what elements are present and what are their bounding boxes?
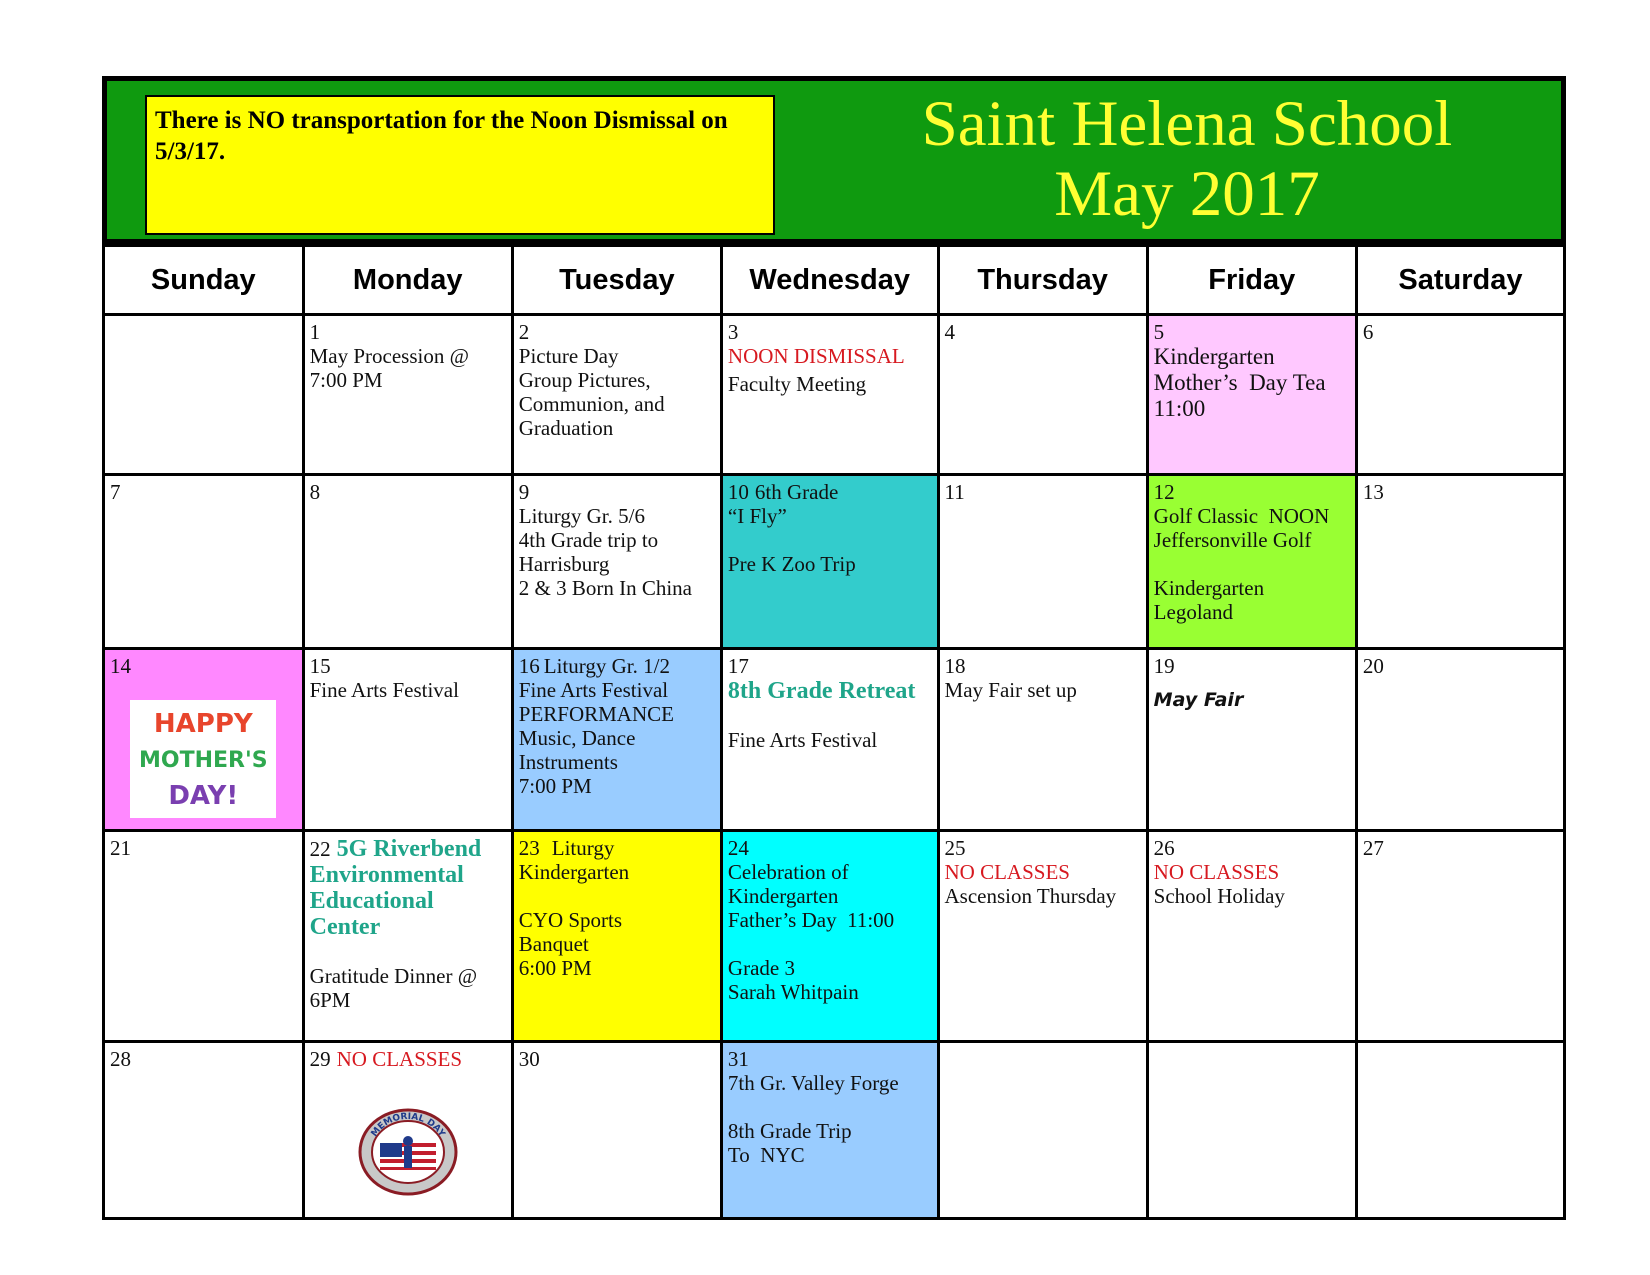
day-cell-1 (303, 315, 512, 475)
day-cell-18 (938, 649, 1147, 831)
event-text: Instruments (518, 750, 618, 775)
event-text: Fine Arts Festival (309, 678, 459, 703)
event-text: Harrisburg (518, 551, 610, 576)
image-word: MOTHER'S (139, 748, 268, 774)
weekday-header-row (104, 246, 1565, 315)
no-classes-alert: NO CLASSES (336, 1047, 463, 1072)
spacer (1154, 552, 1350, 576)
day-16-header (519, 654, 715, 678)
day-23-header (519, 836, 715, 860)
event-text: Group Pictures, (518, 368, 651, 393)
event-text: Communion, and (518, 392, 665, 417)
day-cell-27 (1356, 831, 1564, 1042)
day-number: 22 (309, 837, 331, 862)
day-number: 29 (309, 1047, 331, 1072)
day-cell-empty (104, 315, 304, 475)
day-number: 11 (944, 479, 965, 504)
spacer (310, 940, 506, 964)
day-cell-14 (104, 649, 304, 831)
day-number: 5 (1153, 320, 1165, 345)
day-cell-13 (1356, 474, 1564, 649)
day-cell-10 (721, 474, 938, 649)
retreat-event: 8th Grade Retreat (727, 678, 916, 705)
may-fair-event: May Fair (1153, 689, 1244, 712)
day-number: 4 (944, 320, 956, 345)
day-number: 3 (727, 320, 739, 345)
spacer (728, 528, 932, 552)
day-number: 15 (309, 654, 331, 679)
event-text: CYO Sports (518, 908, 623, 933)
event-text: Banquet (518, 932, 589, 957)
day-number: 23 (518, 836, 540, 861)
riverbend-event: Educational (309, 888, 434, 915)
spacer (728, 704, 932, 728)
riverbend-event: Environmental (309, 862, 464, 889)
event-text: Liturgy (551, 836, 615, 861)
event-text: 7:00 PM (309, 368, 383, 393)
weekday-header: Friday (1147, 246, 1356, 315)
event-text: Golf Classic NOON (1153, 503, 1330, 528)
day-cell-11 (938, 474, 1147, 649)
day-number: 2 (518, 320, 530, 345)
day-number: 18 (944, 654, 966, 679)
event-text: “I Fly” (727, 503, 787, 528)
day-cell-19 (1147, 649, 1356, 831)
day-cell-12 (1147, 474, 1356, 649)
event-text: Mother’s Day Tea (1153, 370, 1326, 396)
spacer (728, 1095, 932, 1119)
week-row (104, 649, 1565, 831)
day-number: 12 (1153, 479, 1175, 504)
day-number: 19 (1153, 654, 1175, 679)
day-number: 9 (518, 479, 530, 504)
event-text: Faculty Meeting (727, 372, 867, 397)
event-text: Fine Arts Festival (727, 728, 878, 753)
event-text: 6:00 PM (518, 956, 592, 981)
event-text: Music, Dance (518, 726, 636, 751)
day-number: 28 (110, 1047, 131, 1072)
event-text: Gratitude Dinner @ (309, 964, 478, 989)
day-number: 10 (727, 479, 749, 504)
weekday-header: Wednesday (721, 246, 938, 315)
day-number: 26 (1153, 836, 1175, 861)
calendar-banner (102, 76, 1566, 244)
week-row (104, 474, 1565, 649)
event-text: Liturgy Gr. 5/6 (518, 503, 645, 528)
event-text: 7th Gr. Valley Forge (727, 1071, 899, 1096)
event-text: Sarah Whitpain (727, 980, 859, 1005)
day-number: 31 (727, 1047, 749, 1072)
event-text: PERFORMANCE (518, 702, 674, 727)
day-number: 20 (1362, 654, 1384, 679)
day-cell-21 (104, 831, 304, 1042)
day-cell-3 (721, 315, 938, 475)
weekday-header: Tuesday (512, 246, 721, 315)
noon-dismissal-alert: NOON DISMISSAL (727, 344, 905, 369)
event-text: Legoland (1153, 599, 1233, 624)
day-cell-23 (512, 831, 721, 1042)
day-cell-17 (721, 649, 938, 831)
day-number: 24 (727, 836, 749, 861)
event-text: 2 & 3 Born In China (518, 575, 693, 600)
day-29-header (310, 1047, 506, 1071)
event-text: Kindergarten (727, 884, 839, 909)
event-text: 6PM (309, 988, 351, 1013)
no-classes-alert: NO CLASSES (944, 860, 1070, 885)
day-cell-30 (512, 1042, 721, 1219)
day-cell-28 (104, 1042, 304, 1219)
event-text: 4th Grade trip to (518, 527, 659, 552)
spacer (1154, 678, 1350, 688)
happy-mothers-day-image (130, 700, 276, 818)
school-name: Saint Helena School (921, 88, 1453, 160)
day-cell-31 (721, 1042, 938, 1219)
event-text: Celebration of (727, 860, 849, 885)
image-word: HAPPY (153, 709, 253, 740)
event-text: May Procession @ (309, 344, 469, 369)
event-text: Liturgy Gr. 1/2 (543, 654, 670, 679)
day-cell-4 (938, 315, 1147, 475)
day-cell-empty (1356, 1042, 1564, 1219)
spacer (519, 884, 715, 908)
day-cell-6 (1356, 315, 1564, 475)
day-cell-empty (938, 1042, 1147, 1219)
week-row (104, 831, 1565, 1042)
weekday-header: Thursday (938, 246, 1147, 315)
event-text: Fine Arts Festival (518, 678, 669, 703)
weekday-header: Saturday (1356, 246, 1564, 315)
day-number: 13 (1362, 479, 1384, 504)
weekday-header: Monday (303, 246, 512, 315)
day-number: 7 (110, 479, 121, 504)
weekday-header: Sunday (104, 246, 304, 315)
day-cell-empty (1147, 1042, 1356, 1219)
day-number: 1 (309, 320, 321, 345)
month-year: May 2017 (1054, 158, 1320, 230)
day-cell-25 (938, 831, 1147, 1042)
day-number: 21 (110, 836, 131, 861)
event-text: Jeffersonville Golf (1153, 527, 1312, 552)
day-cell-8 (303, 474, 512, 649)
day-cell-24 (721, 831, 938, 1042)
day-number: 27 (1362, 836, 1384, 861)
month-calendar (102, 244, 1566, 1220)
event-text: May Fair set up (944, 678, 1077, 703)
day-number: 25 (944, 836, 966, 861)
day-cell-20 (1356, 649, 1564, 831)
event-text: Kindergarten (1153, 575, 1265, 600)
day-number: 8 (309, 479, 321, 504)
event-text: Kindergarten (518, 860, 630, 885)
day-cell-7 (104, 474, 304, 649)
event-text: Picture Day (518, 344, 619, 369)
day-cell-2 (512, 315, 721, 475)
event-text: 7:00 PM (518, 774, 592, 799)
day-cell-22 (303, 831, 512, 1042)
event-text: Father’s Day 11:00 (727, 908, 895, 933)
event-text: Kindergarten (1153, 344, 1275, 370)
day-22-header (310, 836, 506, 862)
event-text: School Holiday (1153, 884, 1285, 909)
day-number: 17 (727, 654, 749, 679)
day-number: 30 (518, 1047, 540, 1072)
event-text: Grade 3 (727, 956, 795, 981)
day-cell-9 (512, 474, 721, 649)
day-cell-26 (1147, 831, 1356, 1042)
riverbend-event: Center (309, 914, 381, 941)
day-cell-16 (512, 649, 721, 831)
event-text: Graduation (518, 416, 614, 441)
week-row (104, 315, 1565, 475)
event-text: Pre K Zoo Trip (727, 551, 856, 576)
event-text: Ascension Thursday (944, 884, 1117, 909)
day-number: 14 (110, 654, 131, 679)
day-cell-29 (303, 1042, 512, 1219)
day-cell-15 (303, 649, 512, 831)
no-classes-alert: NO CLASSES (1153, 860, 1280, 885)
calendar-title (887, 89, 1487, 229)
day-number: 16 (518, 654, 540, 679)
transportation-notice: There is NO transportation for the Noon Dismissal on 5/3/17. (145, 95, 775, 235)
image-word: DAY! (168, 781, 239, 812)
badge-caption: MEMORIAL DAY (369, 1112, 447, 1140)
event-text: 6th Grade (754, 479, 839, 504)
event-text: 8th Grade Trip (727, 1119, 852, 1144)
memorial-day-badge-icon (358, 1107, 458, 1197)
event-text: 11:00 (1153, 396, 1206, 422)
event-text: To NYC (727, 1143, 805, 1168)
riverbend-event: 5G Riverbend (336, 836, 482, 863)
spacer (728, 932, 932, 956)
day-cell-5 (1147, 315, 1356, 475)
week-row (104, 1042, 1565, 1219)
day-number: 6 (1362, 320, 1374, 345)
day-10-header (728, 480, 932, 504)
